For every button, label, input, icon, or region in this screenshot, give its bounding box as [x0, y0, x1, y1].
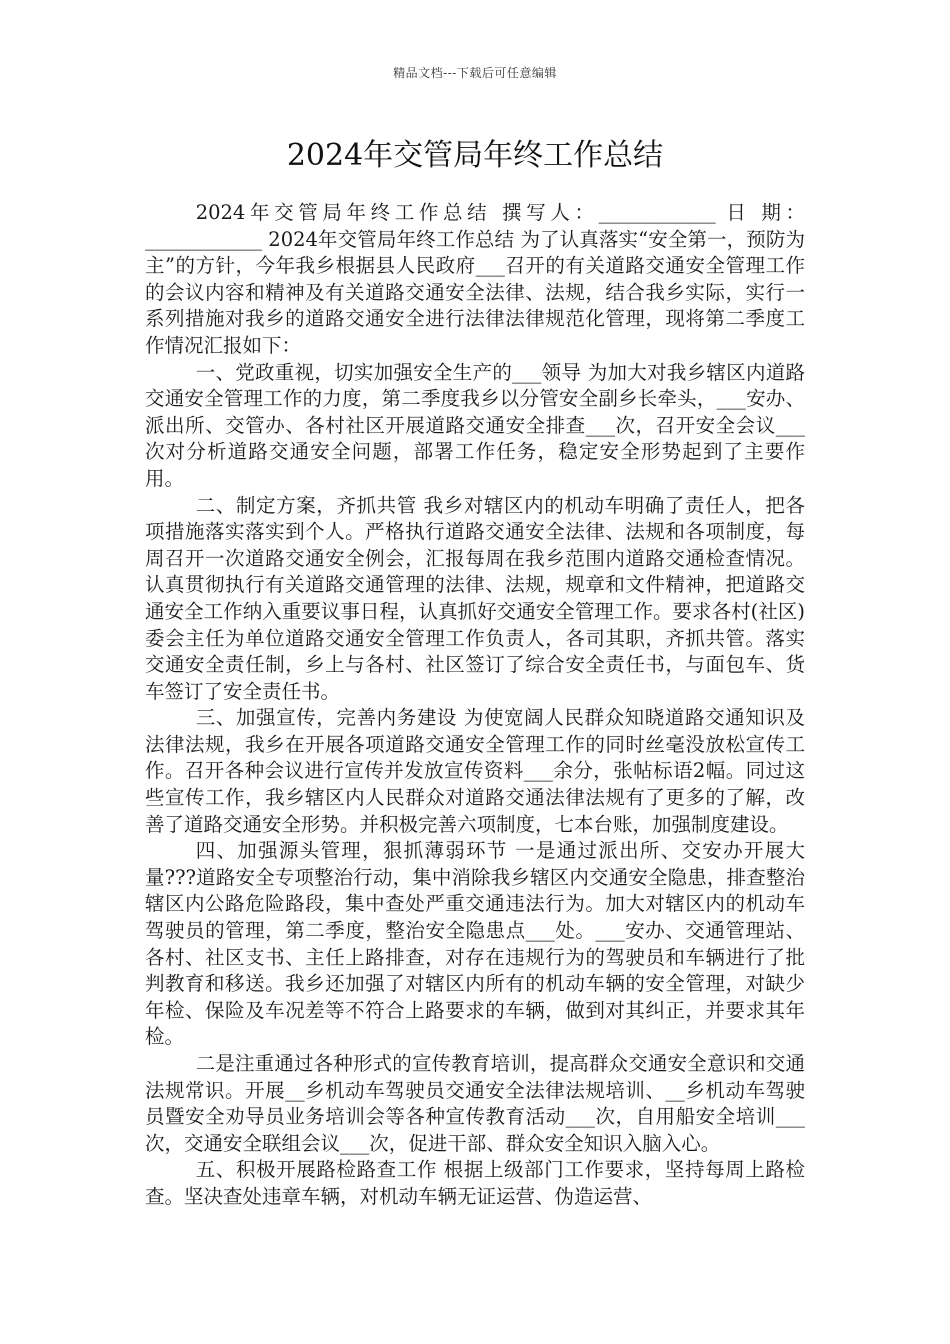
document-title: 2024年交管局年终工作总结 [286, 138, 664, 173]
paragraph-section-1: 一、党政重视，切实加强安全生产的___领导 为加大对我乡辖区内道路交通安全管理工作的力度，第二季度我乡以分管安全副乡长牵头，___安办、派出所、交管办、各村社区开展道路交通安全排查___次，召开安全会议___次对分析道路交通安全问题，部署工作任务，稳定安全形势起到了主要作用。 [145, 360, 805, 490]
paragraph-section-4: 四、加强源头管理，狠抓薄弱环节 一是通过派出所、交安办开展大量???道路安全专项整治行动，集中消除我乡辖区内交通安全隐患，排查整治辖区内公路危险路段，集中查处严重交通违法行为。加大对辖区内的机动车驾驶员的管理，第二季度，整治安全隐患点___处。___安办、交通管理站、各村、社区支书、主任上路排查，对存在违规行为的驾驶员和车辆进行了批判教育和移送。我乡还加强了对辖区内所有的机动车辆的安全管理，对缺少年检、保险及车况差等不符合上路要求的车辆，做到对其纠正，并要求其年检。 [145, 839, 805, 1049]
paragraph-section-5: 五、积极开展路检路查工作 根据上级部门工作要求，坚持每周上路检查。坚决查处违章车辆，对机动车辆无证运营、伪造运营、 [145, 1158, 805, 1208]
paragraph-section-3: 三、加强宣传，完善内务建设 为使宽阔人民群众知晓道路交通知识及法律法规，我乡在开展各项道路交通安全管理工作的同时丝毫没放松宣传工作。召开各种会议进行宣传并发放宣传资料___余分，张帖标语2幅。同过这些宣传工作，我乡辖区内人民群众对道路交通法律法规有了更多的了解，改善了道路交通安全形势。并积极完善六项制度，七本台账，加强制度建设。 [145, 706, 805, 836]
paragraph-section-4-part-2: 二是注重通过各种形式的宣传教育培训，提高群众交通安全意识和交通法规常识。开展__乡机动车驾驶员交通安全法律法规培训、__乡机动车驾驶员暨安全劝导员业务培训会等各种宣传教育活动___次，自用船安全培训___次，交通安全联组会议___次，促进干部、群众安全知识入脑入心。 [145, 1052, 805, 1155]
paragraph-section-2: 二、制定方案，齐抓共管 我乡对辖区内的机动车明确了责任人，把各项措施落实落实到个人。严格执行道路交通安全法律、法规和各项制度，每周召开一次道路交通安全例会，汇报每周在我乡范围内道路交通检查情况。认真贯彻执行有关道路交通管理的法律、法规，规章和文件精神，把道路交通安全工作纳入重要议事日程，认真抓好交通安全管理工作。要求各村(社区)委会主任为单位道路交通安全管理工作负责人，各司其职，齐抓共管。落实交通安全责任制，乡上与各村、社区签订了综合安全责任书，与面包车、货车签订了安全责任书。 [145, 493, 805, 703]
paragraph-intro: 2024年交管局年终工作总结 撰写人：____________ 日 期：____________ 2024年交管局年终工作总结 为了认真落实“安全第一，预防为主”的方针，今年我乡根据县人民政府___召开的有关道路交通安全管理工作的会议内容和精神及有关道路交通安全法律、法规，结合我乡实际，实行一系列措施对我乡的道路交通安全进行法律法律规范化管理，现将第二季度工作情况汇报如下： [145, 201, 805, 357]
document-body [145, 200, 805, 1211]
header-note: 精品文档---下载后可任意编辑 [393, 66, 557, 80]
